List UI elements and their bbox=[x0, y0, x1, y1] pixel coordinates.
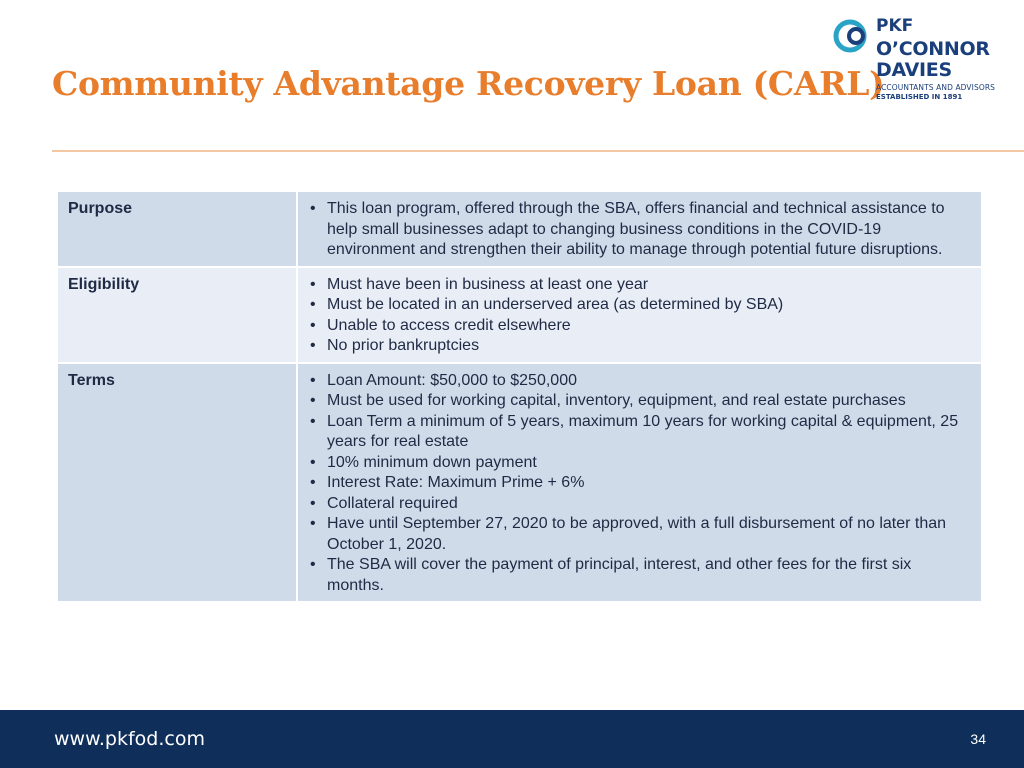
row-label: Purpose bbox=[57, 191, 297, 267]
table-row-purpose bbox=[57, 191, 982, 267]
list-item: • This loan program, offered through the SBA, offers financial and technical assistance to help small businesses adapt to changing business conditions in the COVID-19 environment and strengthen their ability to manage through potential future disruptions. bbox=[308, 199, 971, 261]
list-item: • 10% minimum down payment bbox=[308, 453, 971, 474]
list-item: • Interest Rate: Maximum Prime + 6% bbox=[308, 473, 971, 494]
list-item: • Collateral required bbox=[308, 494, 971, 515]
table-row-terms bbox=[57, 363, 982, 603]
logo-oconnor-text: O’CONNOR bbox=[876, 38, 990, 60]
list-item: • No prior bankruptcies bbox=[308, 336, 971, 357]
logo-tagline: ACCOUNTANTS AND ADVISORS bbox=[876, 83, 995, 92]
loan-details-table bbox=[56, 190, 983, 603]
list-item: • Unable to access credit elsewhere bbox=[308, 316, 971, 337]
list-item: • The SBA will cover the payment of principal, interest, and other fees for the first six months. bbox=[308, 555, 971, 596]
list-item: • Have until September 27, 2020 to be approved, with a full disbursement of no later than October 1, 2020. bbox=[308, 514, 971, 555]
logo-davies-text: DAVIES bbox=[876, 59, 952, 81]
row-content bbox=[297, 267, 982, 363]
page-number: 34 bbox=[970, 731, 986, 747]
row-label: Terms bbox=[57, 363, 297, 603]
list-item: • Must be located in an underserved area (as determined by SBA) bbox=[308, 295, 971, 316]
table-row-eligibility bbox=[57, 267, 982, 363]
logo-pkf-text: PKF bbox=[876, 16, 914, 36]
list-item: • Must be used for working capital, inventory, equipment, and real estate purchases bbox=[308, 391, 971, 412]
list-item: • Loan Amount: $50,000 to $250,000 bbox=[308, 371, 971, 392]
list-item: • Must have been in business at least one year bbox=[308, 275, 971, 296]
logo-established: ESTABLISHED IN 1891 bbox=[876, 93, 963, 101]
slide-title: Community Advantage Recovery Loan (CARL) bbox=[52, 64, 885, 103]
logo-mark-icon bbox=[832, 16, 874, 58]
row-content bbox=[297, 363, 982, 603]
footer-bar bbox=[0, 710, 1024, 768]
row-label: Eligibility bbox=[57, 267, 297, 363]
footer-url-link[interactable]: www.pkfod.com bbox=[54, 728, 205, 750]
title-divider bbox=[52, 150, 1024, 152]
list-item: • Loan Term a minimum of 5 years, maximum 10 years for working capital & equipment, 25 years for real estate bbox=[308, 412, 971, 453]
row-content bbox=[297, 191, 982, 267]
company-logo bbox=[832, 14, 1012, 109]
